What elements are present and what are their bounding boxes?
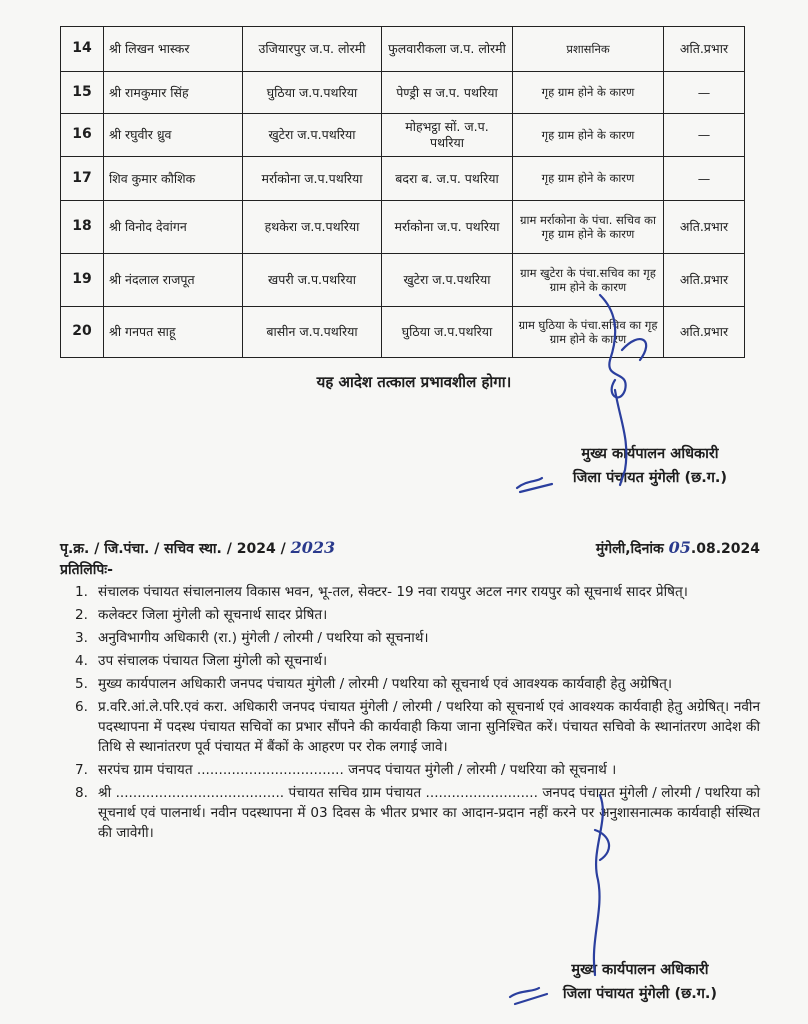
from-location-cell: घुठिया ज.प.पथरिया <box>243 72 382 114</box>
name-cell: श्री रघुवीर ध्रुव <box>104 114 243 157</box>
list-item <box>60 605 760 625</box>
from-location-cell: बासीन ज.प.पथरिया <box>243 307 382 358</box>
charge-cell: अति.प्रभार <box>664 307 745 358</box>
list-item <box>60 760 760 780</box>
charge-cell: अति.प्रभार <box>664 201 745 254</box>
list-item-number: 4. <box>75 653 88 669</box>
serial-number-cell: 15 <box>61 72 104 114</box>
name-cell: श्री विनोद देवांगन <box>104 201 243 254</box>
list-item-number: 5. <box>75 676 88 692</box>
handwritten-number: 2023 <box>290 538 336 557</box>
serial-number-cell: 20 <box>61 307 104 358</box>
copy-heading: प्रतिलिपिः- <box>60 562 113 578</box>
list-item-text: कलेक्टर जिला मुंगेली को सूचनार्थ सादर प्रेषित। <box>98 607 328 623</box>
list-item-text: प्र.वरि.आं.ले.परि.एवं करा. अधिकारी जनपद पंचायत मुंगेली / लोरमी / पथरिया को सूचनार्थ एवं आवश्यक कार्यवाही हेतु अग्रेषित्। नवीन पदस्थापना में पदस्थ पंचायत सचिवों का प्रभार सौंपने की कार्यवाही किया जाना सुनिश्चित करें। पंचायत सचिवो के स्थानांतरण आदेश की तिथि से स्थानांतरण पूर्व पंचायत में बैंकों के आहरण पर रोक लगाई जावे। <box>98 699 760 755</box>
name-cell: शिव कुमार कौशिक <box>104 157 243 201</box>
copy-list <box>60 582 760 846</box>
from-location-cell: उजियारपुर ज.प. लोरमी <box>243 27 382 72</box>
list-item-number: 1. <box>75 584 88 600</box>
from-location-cell: मर्राकोना ज.प.पथरिया <box>243 157 382 201</box>
charge-cell: — <box>664 114 745 157</box>
list-item-text: श्री ....................................... पंचायत सचिव ग्राम पंचायत .......................... जनपद पंचायत मुंगेली / लोरमी / पथरिया को सूचनार्थ एवं पालनार्थ। नवीन पदस्थापना में 03 दिवस के भीतर प्रभार का आदान-प्रदान नहीं करने पर अनुशासनात्मक कार्यवाही संस्थित की जावेगी। <box>98 785 760 841</box>
handwritten-day: 05 <box>668 538 691 557</box>
serial-number-cell: 18 <box>61 201 104 254</box>
table-row <box>61 72 745 114</box>
list-item <box>60 783 760 843</box>
name-cell: श्री नंदलाल राजपूत <box>104 254 243 307</box>
signatory-office: जिला पंचायत मुंगेली (छ.ग.) <box>562 986 718 1002</box>
place-date: मुंगेली,दिनांक 05.08.2024 <box>595 538 760 557</box>
signature-flourish-bottom <box>505 982 555 1012</box>
list-item-text: सरपंच ग्राम पंचायत .................................. जनपद पंचायत मुंगेली / लोरमी / पथरिया को सूचनार्थ । <box>98 762 617 778</box>
table-row <box>61 201 745 254</box>
to-location-cell: बदरा ब. ज.प. पथरिया <box>382 157 513 201</box>
list-item-number: 3. <box>75 630 88 646</box>
list-item <box>60 697 760 757</box>
signatory-designation: मुख्य कार्यपालन अधिकारी <box>581 446 719 462</box>
charge-cell: — <box>664 72 745 114</box>
to-location-cell: मोहभट्ठा सों. ज.प. पथरिया <box>382 114 513 157</box>
reason-cell: प्रशासनिक <box>513 27 664 72</box>
name-cell: श्री लिखन भास्कर <box>104 27 243 72</box>
reason-cell: ग्राम खुटेरा के पंचा.सचिव का गृह ग्राम होने के कारण <box>513 254 664 307</box>
from-location-cell: खुटेरा ज.प.पथरिया <box>243 114 382 157</box>
charge-cell: अति.प्रभार <box>664 254 745 307</box>
to-location-cell: पेण्ड्री स ज.प. पथरिया <box>382 72 513 114</box>
reason-cell: गृह ग्राम होने के कारण <box>513 72 664 114</box>
serial-number-cell: 17 <box>61 157 104 201</box>
from-location-cell: हथकेरा ज.प.पथरिया <box>243 201 382 254</box>
serial-number-cell: 14 <box>61 27 104 72</box>
serial-number-cell: 16 <box>61 114 104 157</box>
reason-cell: ग्राम घुठिया के पंचा.सचिव का गृह ग्राम होने के कारण <box>513 307 664 358</box>
list-item <box>60 628 760 648</box>
to-location-cell: फुलवारीकला ज.प. लोरमी <box>382 27 513 72</box>
from-location-cell: खपरी ज.प.पथरिया <box>243 254 382 307</box>
signature-flourish-top <box>512 470 562 500</box>
reference-line <box>60 538 760 558</box>
reference-number: पृ.क्र. / जि.पंचा. / सचिव स्था. / 2024 / 2023 <box>60 538 336 557</box>
list-item-number: 6. <box>75 699 88 715</box>
table-row <box>61 27 745 72</box>
to-location-cell: मर्राकोना ज.प. पथरिया <box>382 201 513 254</box>
list-item-number: 2. <box>75 607 88 623</box>
list-item-text: अनुविभागीय अधिकारी (रा.) मुंगेली / लोरमी / पथरिया को सूचनार्थ। <box>98 630 429 646</box>
to-location-cell: खुटेरा ज.प.पथरिया <box>382 254 513 307</box>
list-item-text: मुख्य कार्यपालन अधिकारी जनपद पंचायत मुंगेली / लोरमी / पथरिया को सूचनार्थ एवं आवश्यक कार्यवाही हेतु अग्रेषित्। <box>98 676 672 692</box>
table-row <box>61 157 745 201</box>
to-location-cell: घुठिया ज.प.पथरिया <box>382 307 513 358</box>
name-cell: श्री रामकुमार सिंह <box>104 72 243 114</box>
list-item <box>60 651 760 671</box>
reason-cell: ग्राम मर्राकोना के पंचा. सचिव का गृह ग्राम होने के कारण <box>513 201 664 254</box>
table-row <box>61 114 745 157</box>
list-item-number: 8. <box>75 785 88 801</box>
list-item <box>60 582 760 602</box>
signature-scribble-top <box>560 290 680 490</box>
effect-statement: यह आदेश तत्काल प्रभावशील होगा। <box>316 373 512 391</box>
signatory-office: जिला पंचायत मुंगेली (छ.ग.) <box>572 470 728 486</box>
name-cell: श्री गनपत साहू <box>104 307 243 358</box>
list-item-text: संचालक पंचायत संचालनालय विकास भवन, भू-तल, सेक्टर- 19 नवा रायपुर अटल नगर रायपुर को सूचनार्थ सादर प्रेषित्। <box>98 584 688 600</box>
list-item-text: उप संचालक पंचायत जिला मुंगेली को सूचनार्थ। <box>98 653 328 669</box>
list-item-number: 7. <box>75 762 88 778</box>
signature-scribble-bottom <box>570 790 630 990</box>
charge-cell: अति.प्रभार <box>664 27 745 72</box>
serial-number-cell: 19 <box>61 254 104 307</box>
signatory-designation: मुख्य कार्यपालन अधिकारी <box>571 962 709 978</box>
reason-cell: गृह ग्राम होने के कारण <box>513 157 664 201</box>
charge-cell: — <box>664 157 745 201</box>
list-item <box>60 674 760 694</box>
reason-cell: गृह ग्राम होने के कारण <box>513 114 664 157</box>
